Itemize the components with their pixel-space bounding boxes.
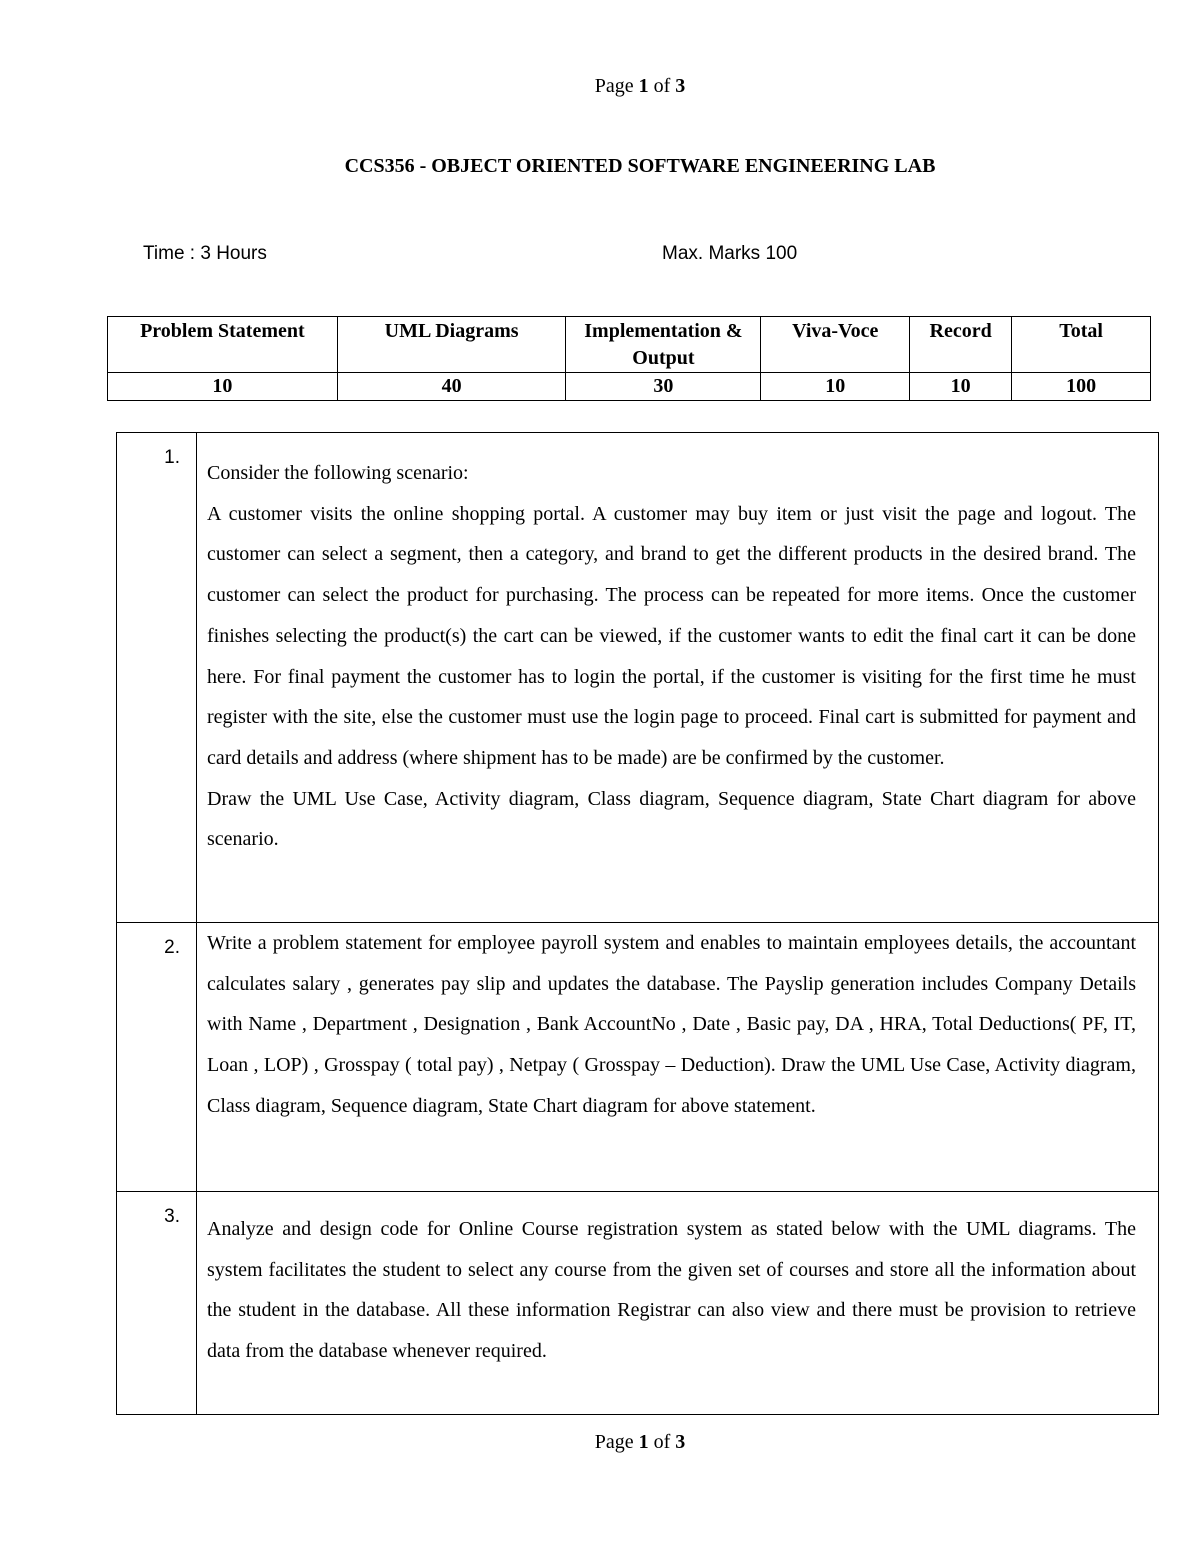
- marks-value-row: [108, 373, 1151, 401]
- question-number: 2.: [117, 923, 197, 1192]
- question-row: [117, 923, 1159, 1192]
- question-intro: Consider the following scenario:: [207, 462, 469, 484]
- marks-header-cell: Problem Statement: [108, 317, 338, 373]
- current-page: 1: [638, 75, 649, 97]
- question-row: [117, 1192, 1159, 1415]
- marks-value-cell: 10: [108, 373, 338, 401]
- exam-time: Time : 3 Hours: [143, 243, 267, 264]
- question-body: [197, 433, 1159, 923]
- marks-header-cell: Implementation & Output: [566, 317, 761, 373]
- marks-value-cell: 30: [566, 373, 761, 401]
- question-row: [117, 433, 1159, 923]
- marks-value-cell: 40: [337, 373, 566, 401]
- marks-header-cell: Total: [1012, 317, 1151, 373]
- total-pages: 3: [675, 1431, 686, 1453]
- marks-header-cell: UML Diagrams: [337, 317, 566, 373]
- exam-title: CCS356 - OBJECT ORIENTED SOFTWARE ENGINEERING LAB: [344, 155, 936, 177]
- question-number: 3.: [117, 1192, 197, 1415]
- marks-header-cell: Viva-Voce: [761, 317, 910, 373]
- total-pages: 3: [675, 75, 686, 97]
- question-text: A customer visits the online shopping portal. A customer may buy item or just visit the page and logout. The customer can select a segment, then a category, and brand to get the different products in the desired brand. The customer can select the product for purchasing. The process can be repeated for more items. Once the customer finishes selecting the product(s) the cart can be viewed, if the customer wants to edit the final cart it can be done here. For final payment the customer has to login the portal, if the customer is visiting for the first time he must register with the site, else the customer must use the login page to proceed. Final cart is submitted for payment and card details and address (where shipment has to be made) are be confirmed by the customer.: [207, 502, 1136, 769]
- questions-table: [116, 432, 1159, 1415]
- marks-header-row: [108, 317, 1151, 373]
- question-number: 1.: [117, 433, 197, 923]
- question-body: [197, 1192, 1159, 1415]
- marks-header-cell: Record: [910, 317, 1012, 373]
- question-text: Analyze and design code for Online Course registration system as stated below with the UML diagrams. The system facilitates the student to select any course from the given set of courses and store all the information about the student in the database. All these information Registrar can also view and there must be provision to retrieve data from the database whenever required.: [207, 1218, 1136, 1363]
- max-marks: Max. Marks 100: [662, 243, 798, 264]
- question-body: [197, 923, 1159, 1192]
- question-task: Draw the UML Use Case, Activity diagram, Class diagram, Sequence diagram, State Chart diagram for above scenario.: [207, 787, 1136, 851]
- page-number-header: Page 1 of 3: [594, 75, 686, 97]
- question-text: Write a problem statement for employee payroll system and enables to maintain employees details, the accountant calculates salary , generates pay slip and updates the database. The Payslip generation includes Company Details with Name , Department , Designation , Bank AccountNo , Date , Basic pay, DA , HRA, Total Deductions( PF, IT, Loan , LOP) , Grosspay ( total pay) , Netpay ( Grosspay – Deduction). Draw the UML Use Case, Activity diagram, Class diagram, Sequence diagram, State Chart diagram for above statement.: [207, 932, 1136, 1117]
- marks-value-cell: 10: [761, 373, 910, 401]
- marks-value-cell: 10: [910, 373, 1012, 401]
- marks-value-cell: 100: [1012, 373, 1151, 401]
- marks-table: [107, 316, 1151, 401]
- current-page: 1: [638, 1431, 649, 1453]
- page-number-footer: Page 1 of 3: [594, 1431, 686, 1453]
